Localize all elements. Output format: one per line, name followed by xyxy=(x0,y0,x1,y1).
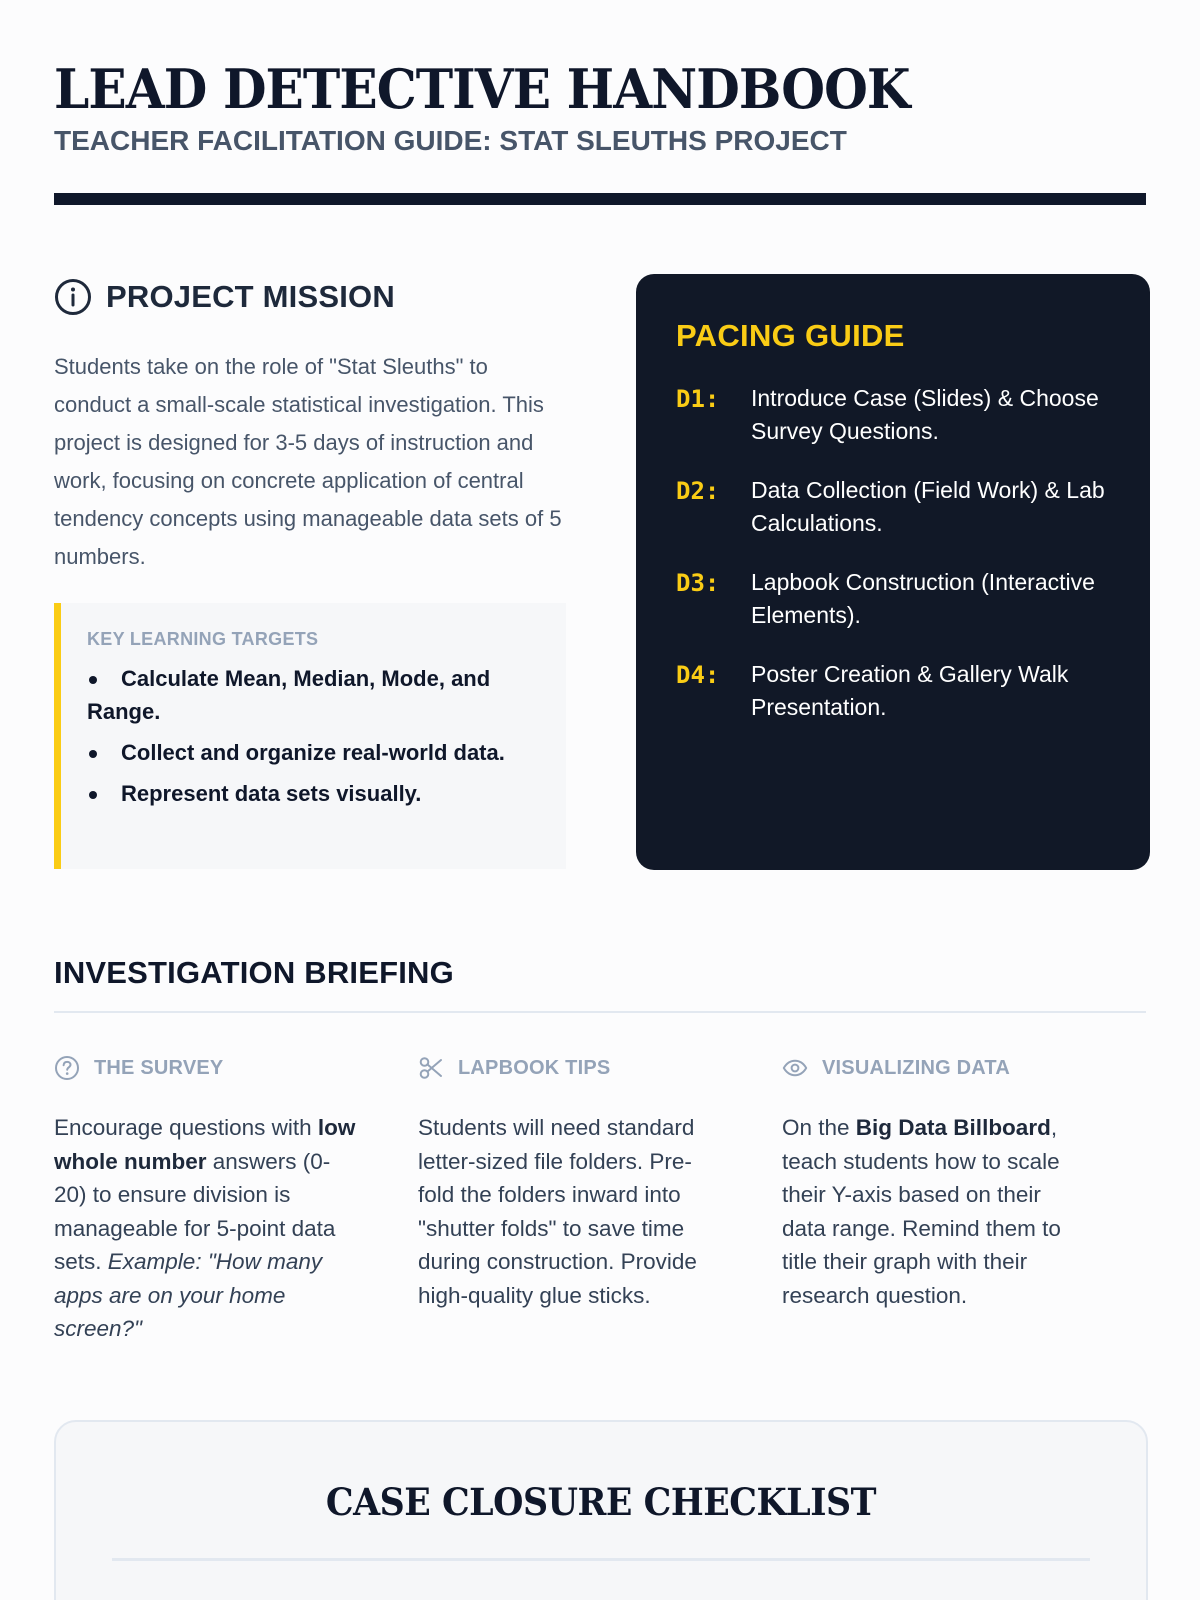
pacing-day-text: Poster Creation & Gallery Walk Presentation. xyxy=(751,661,1069,720)
lapbook-body: Students will need standard letter-sized file folders. Pre-fold the folders inward into "shutter folds" to save time during construction. Provide high-quality glue sticks. xyxy=(418,1115,697,1308)
question-circle-icon xyxy=(54,1055,80,1081)
visualizing-heading-row xyxy=(782,1053,1088,1083)
pacing-day-text: Lapbook Construction (Interactive Elements). xyxy=(751,569,1095,628)
page-header xyxy=(54,58,1146,158)
investigation-briefing-section xyxy=(54,955,1146,1346)
survey-text-part: answers (0-20) to ensure division is manageable for 5-point data sets. xyxy=(54,1148,336,1274)
page-subtitle: TEACHER FACILITATION GUIDE: STAT SLEUTHS PROJECT xyxy=(54,125,847,156)
project-mission-section xyxy=(54,278,566,576)
case-closure-checklist-heading: CASE CLOSURE CHECKLIST xyxy=(325,1480,877,1524)
visualizing-title: VISUALIZING DATA xyxy=(822,1056,1011,1079)
pacing-row-d4 xyxy=(676,658,1110,724)
visualizing-text-part: , teach students how to scale their Y-axis based on their data range. Remind them to title their graph with their research question. xyxy=(782,1115,1061,1308)
pacing-guide-list xyxy=(676,382,1110,724)
survey-example: Example: "How many apps are on your home screen?" xyxy=(54,1249,323,1341)
pacing-day-label: D1: xyxy=(676,385,720,413)
briefing-divider xyxy=(54,1011,1146,1013)
survey-column xyxy=(54,1053,360,1346)
survey-title: THE SURVEY xyxy=(94,1056,224,1079)
pacing-row-d1 xyxy=(676,382,1110,448)
key-learning-targets-box xyxy=(54,603,566,869)
visualizing-bold-part: Big Data Billboard xyxy=(855,1115,1051,1140)
pacing-day-text: Introduce Case (Slides) & Choose Survey Questions. xyxy=(751,385,1099,444)
page-title: LEAD DETECTIVE HANDBOOK xyxy=(54,57,910,121)
eye-icon xyxy=(782,1055,808,1081)
pacing-row-d3 xyxy=(676,566,1110,632)
briefing-columns xyxy=(54,1053,1146,1346)
lapbook-column xyxy=(418,1053,724,1346)
pacing-guide-card xyxy=(636,274,1150,870)
learning-targets-list xyxy=(87,662,536,810)
visualizing-column xyxy=(782,1053,1088,1346)
learning-target-item: Collect and organize real-world data. xyxy=(87,736,536,769)
pacing-day-text: Data Collection (Field Work) & Lab Calculations. xyxy=(751,477,1105,536)
pacing-guide-heading: PACING GUIDE xyxy=(676,318,905,353)
survey-bold-part: low whole number xyxy=(54,1115,356,1174)
scissors-icon xyxy=(418,1055,444,1081)
pacing-day-label: D2: xyxy=(676,477,720,505)
project-mission-heading-row xyxy=(54,278,566,316)
pacing-row-d2 xyxy=(676,474,1110,540)
pacing-day-label: D4: xyxy=(676,661,720,689)
learning-target-item: Calculate Mean, Median, Mode, and Range. xyxy=(87,662,536,728)
project-mission-heading: PROJECT MISSION xyxy=(106,279,395,314)
visualizing-text-part: On the xyxy=(782,1115,856,1140)
survey-heading-row xyxy=(54,1053,360,1083)
lapbook-title: LAPBOOK TIPS xyxy=(458,1056,611,1079)
lapbook-heading-row xyxy=(418,1053,724,1083)
case-closure-checklist-card xyxy=(54,1420,1148,1600)
header-divider xyxy=(54,193,1146,205)
project-mission-body: Students take on the role of "Stat Sleuths" to conduct a small-scale statistical investigation. This project is designed for 3-5 days of instruction and work, focusing on concrete application of central tendency concepts using manageable data sets of 5 numbers. xyxy=(54,354,562,569)
info-circle-icon xyxy=(54,278,92,316)
investigation-briefing-heading: INVESTIGATION BRIEFING xyxy=(54,955,454,990)
survey-body xyxy=(54,1111,360,1346)
key-learning-targets-label: KEY LEARNING TARGETS xyxy=(87,629,319,649)
survey-text-part: Encourage questions with xyxy=(54,1115,318,1140)
visualizing-body xyxy=(782,1111,1088,1312)
pacing-day-label: D3: xyxy=(676,569,720,597)
learning-target-item: Represent data sets visually. xyxy=(87,777,536,810)
checklist-divider xyxy=(112,1558,1090,1561)
